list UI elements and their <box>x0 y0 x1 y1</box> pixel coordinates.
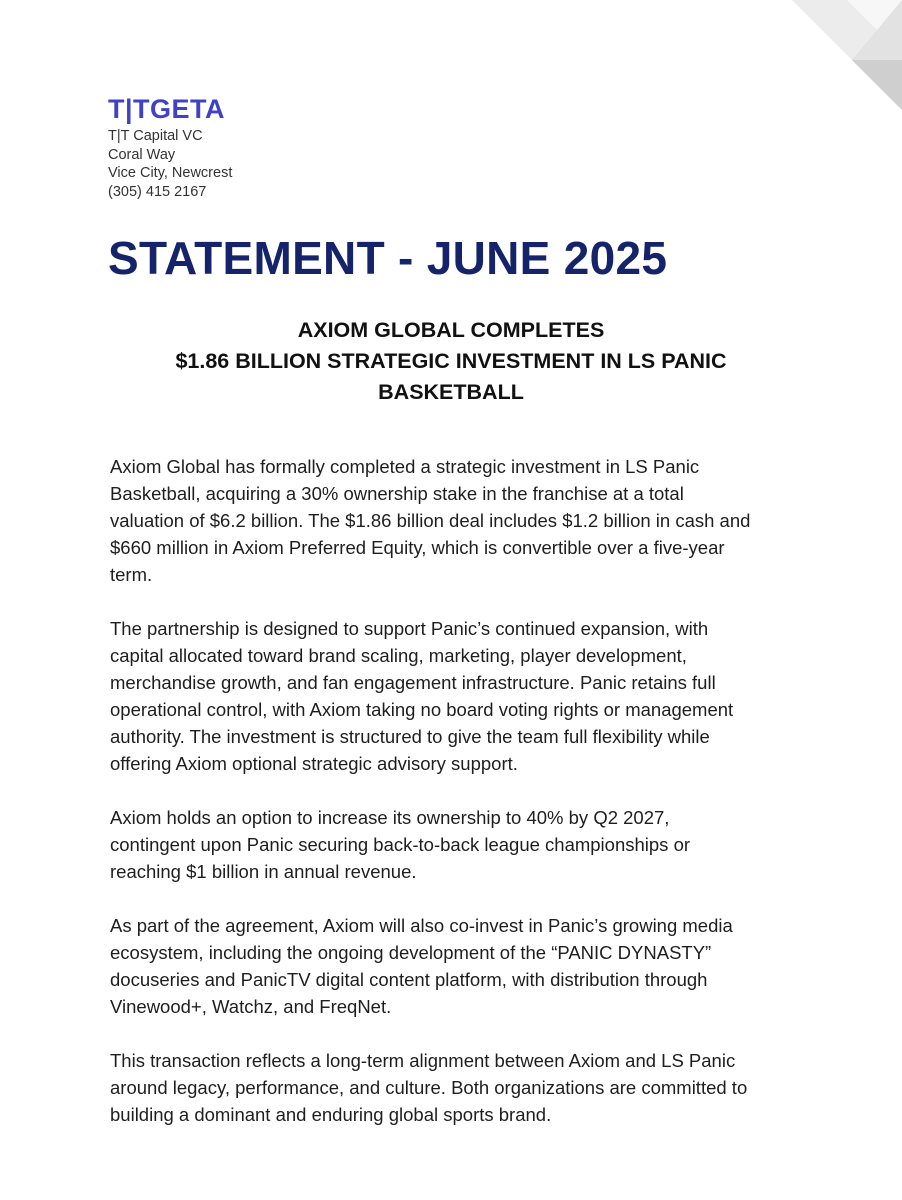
company-logo-text: T|TGETA <box>108 94 226 124</box>
address-line-street: Coral Way <box>108 146 176 163</box>
paragraph-conclusion <box>110 1047 810 1128</box>
letterhead <box>108 93 232 201</box>
paragraph-line: term. <box>110 564 153 585</box>
paragraph-line: authority. The investment is structured to give the team full flexibility while <box>110 726 710 747</box>
paragraph-line: Axiom holds an option to increase its ownership to 40% by Q2 2027, <box>110 807 670 828</box>
headline-line: BASKETBALL <box>378 380 524 404</box>
paragraph-line: docuseries and PanicTV digital content platform, with distribution through <box>110 969 708 990</box>
paragraph-line: merchandise growth, and fan engagement infrastructure. Panic retains full <box>110 672 716 693</box>
corner-fold-decoration <box>792 0 902 110</box>
paragraph-line: As part of the agreement, Axiom will also co-invest in Panic’s growing media <box>110 915 733 936</box>
paragraph-line: Vinewood+, Watchz, and FreqNet. <box>110 996 392 1017</box>
paragraph-line: reaching $1 billion in annual revenue. <box>110 861 417 882</box>
statement-body <box>110 453 810 1155</box>
paragraph-partnership <box>110 615 810 777</box>
paragraph-line: Axiom Global has formally completed a strategic investment in LS Panic <box>110 456 700 477</box>
address-line-city: Vice City, Newcrest <box>108 165 233 181</box>
address-line-phone: (305) 415 2167 <box>108 183 207 200</box>
address-line-company: T|T Capital VC <box>108 128 203 144</box>
paragraph-line: operational control, with Axiom taking no board voting rights or management <box>110 699 734 720</box>
paragraph-line: The partnership is designed to support Panic’s continued expansion, with <box>110 618 709 639</box>
paragraph-line: capital allocated toward brand scaling, marketing, player development, <box>110 645 687 666</box>
headline-line: $1.86 BILLION STRATEGIC INVESTMENT IN LS PANIC <box>175 349 727 373</box>
statement-title: STATEMENT - JUNE 2025 <box>108 232 668 284</box>
paragraph-ownership-option <box>110 804 810 885</box>
paragraph-line: offering Axiom optional strategic advisory support. <box>110 753 518 774</box>
paragraph-line: Basketball, acquiring a 30% ownership stake in the franchise at a total <box>110 483 684 504</box>
paragraph-line: valuation of $6.2 billion. The $1.86 billion deal includes $1.2 billion in cash and <box>110 510 751 531</box>
paragraph-line: ecosystem, including the ongoing development of the “PANIC DYNASTY” <box>110 942 712 963</box>
headline-line: AXIOM GLOBAL COMPLETES <box>297 318 605 342</box>
paragraph-line: $660 million in Axiom Preferred Equity, which is convertible over a five-year <box>110 537 725 558</box>
paragraph-investment-overview <box>110 453 810 588</box>
paragraph-line: This transaction reflects a long-term alignment between Axiom and LS Panic <box>110 1050 736 1071</box>
paragraph-line: around legacy, performance, and culture. Both organizations are committed to <box>110 1077 748 1098</box>
paragraph-line: building a dominant and enduring global sports brand. <box>110 1104 552 1125</box>
press-headline <box>108 315 794 408</box>
paragraph-media-investment <box>110 912 810 1020</box>
paragraph-line: contingent upon Panic securing back-to-back league championships or <box>110 834 691 855</box>
